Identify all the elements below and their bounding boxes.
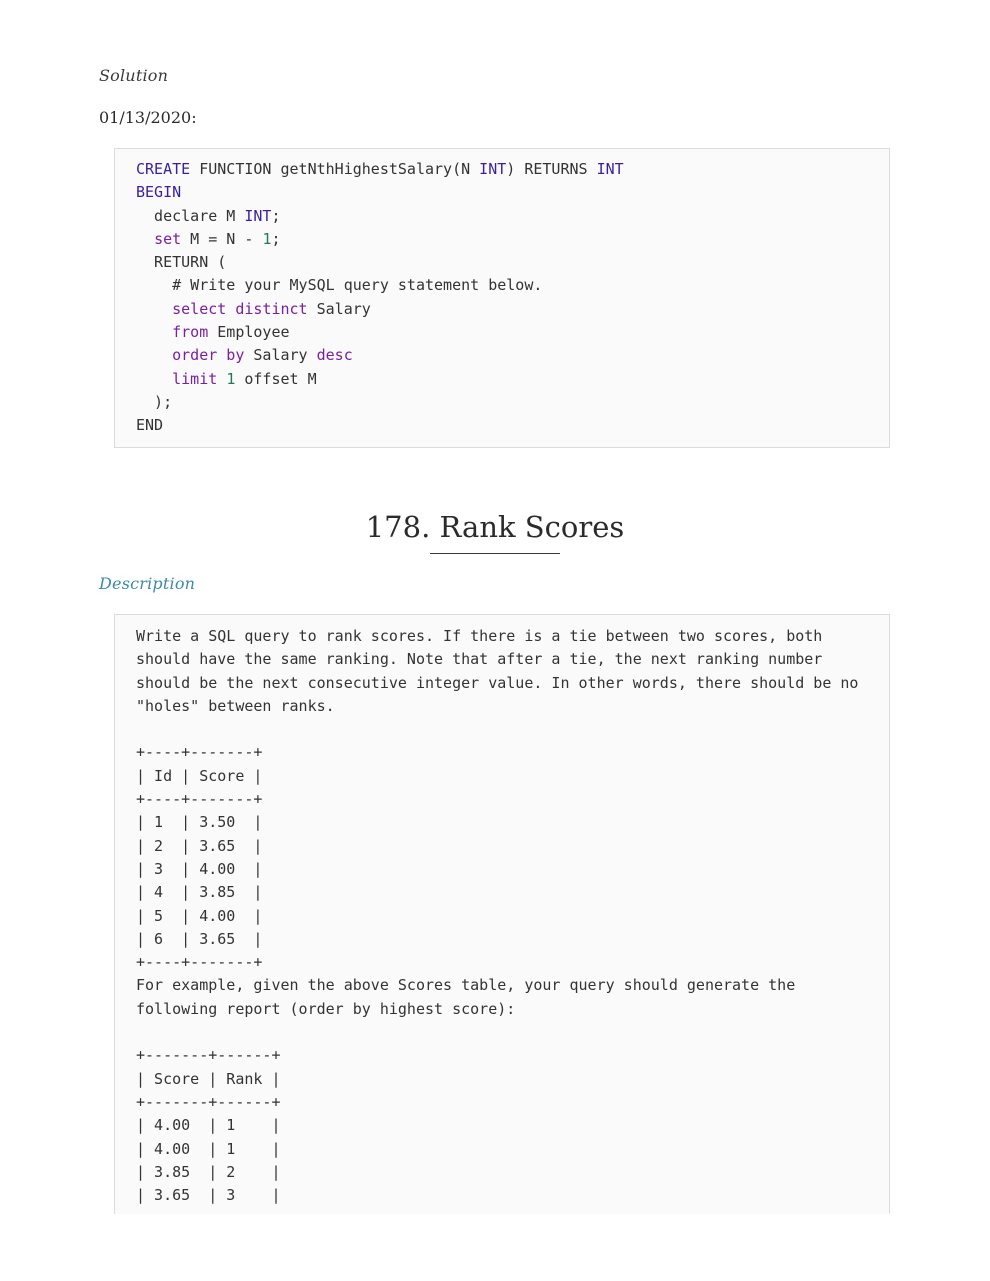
title-underline — [430, 553, 560, 554]
code-text: M = N - — [181, 229, 263, 248]
code-text: RETURN ( — [136, 253, 227, 272]
code-keyword: order by — [172, 346, 245, 365]
code-comment: # Write your MySQL query statement below. — [136, 276, 543, 295]
solution-code-block — [114, 148, 890, 448]
code-keyword: from — [172, 323, 209, 342]
code-keyword: INT — [596, 160, 624, 178]
description-block — [114, 614, 890, 1214]
code-keyword: INT — [479, 160, 507, 178]
code-text: declare M — [136, 206, 245, 225]
description-heading: Description — [99, 574, 196, 593]
code-text: Salary — [307, 299, 371, 318]
code-keyword: limit — [172, 369, 218, 388]
code-text: ; — [271, 229, 281, 248]
code-keyword: CREATE — [136, 160, 191, 178]
code-text: FUNCTION getNthHighestSalary(N — [190, 160, 480, 178]
code-text: ) RETURNS — [506, 160, 597, 178]
code-text: Salary — [244, 346, 317, 365]
solution-date: 01/13/2020: — [99, 108, 197, 127]
code-text: ; — [271, 206, 281, 225]
code-keyword: select distinct — [172, 299, 308, 318]
code-text: Employee — [208, 323, 290, 342]
problem-title: 178. Rank Scores — [365, 510, 625, 544]
solution-code — [136, 158, 624, 438]
code-text: END — [136, 416, 164, 435]
code-keyword: desc — [316, 346, 353, 365]
description-text: Write a SQL query to rank scores. If there is a tie between two scores, both should have the same ranking. Note that after a tie, the next ranking number should be the next consecutive integer value. In other words, there should be no "holes" between ranks. +----+-------+ | Id | Score | +----+-------+ | 1 | 3.50 | | 2 | 3.65 | | 3 | 4.00 | | 4 | 3.85 | | 5 | 4.00 | | 6 | 3.65 | +----+-------+ For example, given the above Scores table, your query should generate the following report (order by highest score): +-------+------+ | Score | Rank | +-------+------+ | 4.00 | 1 | | 4.00 | 1 | | 3.85 | 2 | | 3.65 | 3 | — [136, 627, 859, 1205]
code-keyword: set — [154, 229, 182, 248]
code-text: offset M — [235, 369, 317, 388]
code-keyword: BEGIN — [136, 183, 182, 202]
code-keyword: INT — [244, 206, 272, 225]
code-number: 1 — [262, 229, 272, 248]
code-number: 1 — [226, 369, 236, 388]
code-text: ); — [136, 392, 173, 411]
solution-heading: Solution — [99, 66, 169, 85]
